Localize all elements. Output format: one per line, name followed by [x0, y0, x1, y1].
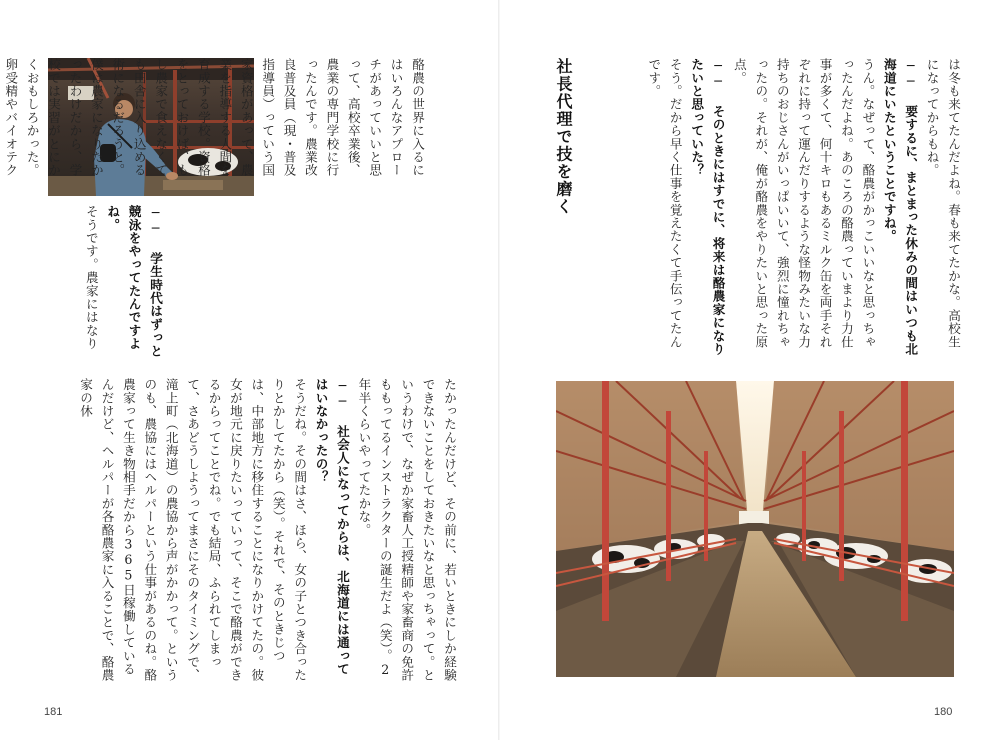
left-lower-text: [40, 378, 460, 688]
right-question-future: ── そのときにはすでに、将来は酪農家になりたいと思っていた？: [689, 58, 726, 356]
cow-barn-image: [556, 381, 954, 677]
right-intro-paragraph: は冬も来てたんだよね。春も来てたかな。高校生になってからもね。: [924, 58, 961, 349]
left-upper-paragraph: 酪農の世界に入るにはいろんなアプローチがあっていいと思って、高校卒業後、農業の専門学校に行ったんです。農業改良普及員（現・普及指導員）っていう国家資格があって、農業を指導する人間を育成する学校。資格をとっておけば、もし農家で食えなくても田舎に入り込める術になるだろうと。僕は農家になりたかったわけだから、学校では実習がとにかくおもしろかった。卵受精やバイオテク: [3, 58, 425, 177]
left-answer-hokkaido: そうだね。その間はさ、ほら、女の子とつき合ったりとかしてたから（笑）。それで、そのときじつは、中部地方に移住することになりかけてたの。彼女が地元に戻りたいっていって、そこで酪農ができるからってことでね。でも結局、ふられてしまって、さあどうしようってまさにそのタイミングで、滝上町（北海道）の農協から声がかかって。というのも、農協にはヘルパーという仕事があるのね。酪農家って生き物相手だから365日稼働しているんだけど、ヘルパーが各酪農家に入ることで、酪農家の休: [78, 378, 308, 682]
right-answer-future: そう。だから早く仕事を覚えたくて手伝ってたんです。: [646, 58, 683, 349]
page-number-right: 180: [934, 706, 953, 718]
barn-photo: [556, 381, 954, 677]
right-answer-holidays: うん。なぜって、酪農がかっこいいなと思っちゃったんだよね。あのころの酪農っていまより力仕事が多くて、何十キロもあるミルク缶を両手それぞれに持って運んだりするような怪物みたいな力持ちのおじさんがいっぱいいて、強烈に憧れちゃったの。それが、俺が酪農をやりたいと思った原点。: [731, 58, 876, 349]
right-page: [500, 0, 1000, 740]
left-answer-swimming: そうです。農家にはなり: [83, 205, 99, 351]
left-lower-paragraph: たかったんだけど、その前に、若いときにしか経験できないことをしておきたいなと思っちゃって。というわけで、なぜか家畜人工授精師や家畜商の免許ももってるインストラクターの誕生だよ（笑）。2年半くらいやってたかな。: [356, 378, 457, 682]
section-heading: 社長代理で技を磨く: [554, 58, 573, 216]
right-question-holidays: ── 要するに、まとまった休みの間はいつも北海道にいたということですね。: [881, 58, 919, 356]
page-number-left: 181: [44, 706, 63, 718]
left-upper-text: [3, 58, 428, 188]
left-question-hokkaido: ── 社会人になってからは、北海道には通ってはいなかったの？: [313, 378, 350, 676]
left-question-swimming: ── 学生時代はずっと競泳をやってたんですよね。: [105, 205, 163, 358]
left-upper-qa: [46, 205, 166, 365]
right-upper-text: [624, 58, 964, 358]
